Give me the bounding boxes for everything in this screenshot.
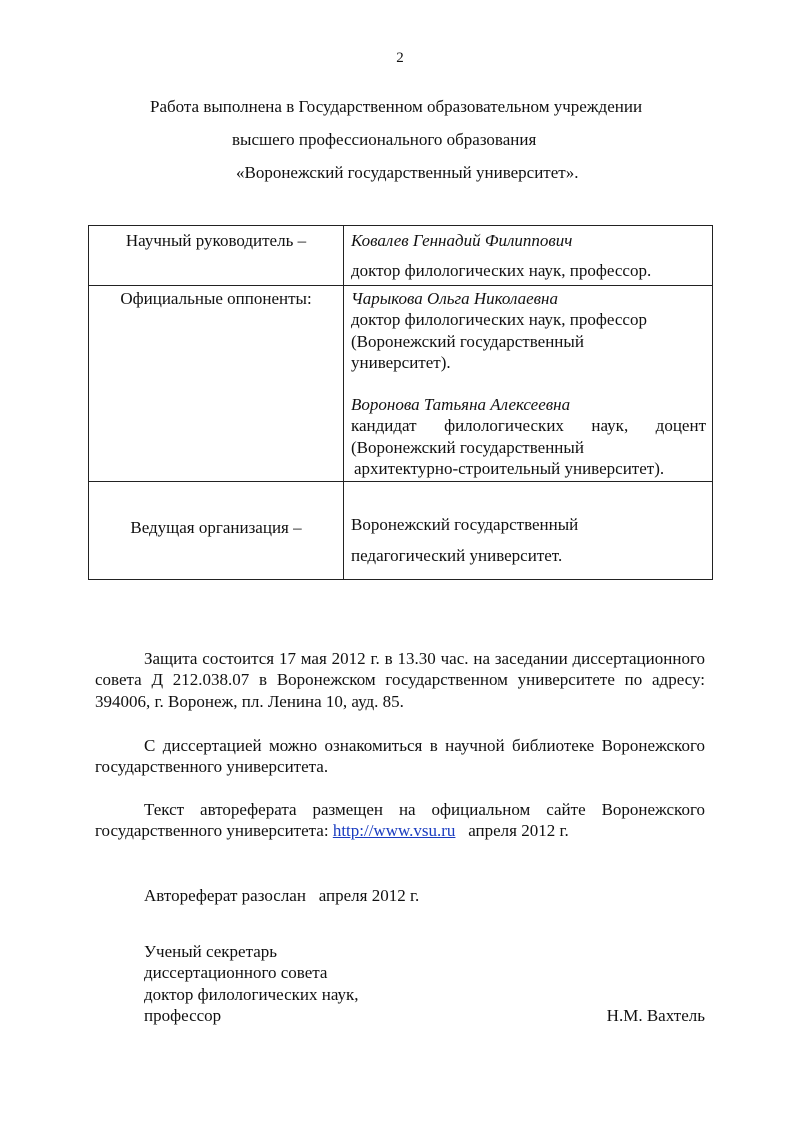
signature-line-4: профессор xyxy=(144,1006,222,1025)
lead-org-line-1: Воронежский государственный xyxy=(351,515,579,534)
role-cell xyxy=(89,226,344,286)
signature-line-1: Ученый секретарь xyxy=(144,942,278,961)
supervisor-degree: доктор филологических наук, профессор. xyxy=(351,261,652,281)
supervisor-name: Ковалев Геннадий Филиппович xyxy=(351,231,573,250)
sent-line: Автореферат разослан апреля 2012 г. xyxy=(144,886,420,905)
table-row-opponents xyxy=(89,286,713,482)
website-date: апреля 2012 г. xyxy=(455,821,569,841)
info-cell xyxy=(344,286,713,482)
role-lead-org: Ведущая организация – xyxy=(130,517,302,537)
library-paragraph: С диссертацией можно ознакомиться в научной библиотеке Воронежского государственного университета. xyxy=(95,736,705,777)
university-website-link[interactable]: http://www.vsu.ru xyxy=(332,821,456,841)
intro-line-2: высшего профессионального образования xyxy=(232,130,537,149)
defense-paragraph: Защита состоится 17 мая 2012 г. в 13.30 час. на заседании диссертационного совета Д 212.038.07 в Воронежском государственном университете по адресу: 394006, г. Воронеж, пл. Ленина 10, ауд. 85. xyxy=(95,649,705,711)
intro-line-1: Работа выполнена в Государственном образовательном учреждении xyxy=(150,97,643,116)
intro-line-3: «Воронежский государственный университет». xyxy=(236,163,579,182)
role-supervisor: Научный руководитель – xyxy=(125,231,307,250)
website-text: Текст автореферата размещен на официальном сайте Воронежского государственного университета: xyxy=(95,800,705,841)
info-cell xyxy=(344,226,713,286)
signature-line-3: доктор филологических наук, xyxy=(144,985,359,1004)
role-opponents: Официальные оппоненты: xyxy=(120,289,312,308)
opponent-2-affiliation-line-2: архитектурно-строительный университет). xyxy=(354,458,665,478)
persons-table xyxy=(88,225,713,580)
opponent-1-affiliation-line-1: (Воронежский государственный xyxy=(351,331,584,351)
role-cell xyxy=(89,482,344,580)
opponent-1-affiliation-line-2: университет). xyxy=(351,352,451,372)
opponent-1-name: Чарыкова Ольга Николаевна xyxy=(351,289,558,308)
table-row-supervisor xyxy=(89,226,713,286)
opponent-2-affiliation-line-1: (Воронежский государственный xyxy=(351,437,584,457)
website-paragraph xyxy=(95,799,705,842)
opponent-2-degree: кандидат филологических наук, доцент xyxy=(351,416,706,436)
opponent-2-name: Воронова Татьяна Алексеевна xyxy=(351,395,571,414)
page-number: 2 xyxy=(396,50,404,66)
table-row-lead-org xyxy=(89,482,713,580)
signature-line-2: диссертационного совета xyxy=(144,963,328,982)
opponent-1-degree: доктор филологических наук, профессор xyxy=(351,310,647,330)
info-cell xyxy=(344,482,713,580)
secretary-name: Н.М. Вахтель xyxy=(606,1006,705,1025)
lead-org-line-2: педагогический университет. xyxy=(351,546,563,566)
role-cell xyxy=(89,286,344,482)
